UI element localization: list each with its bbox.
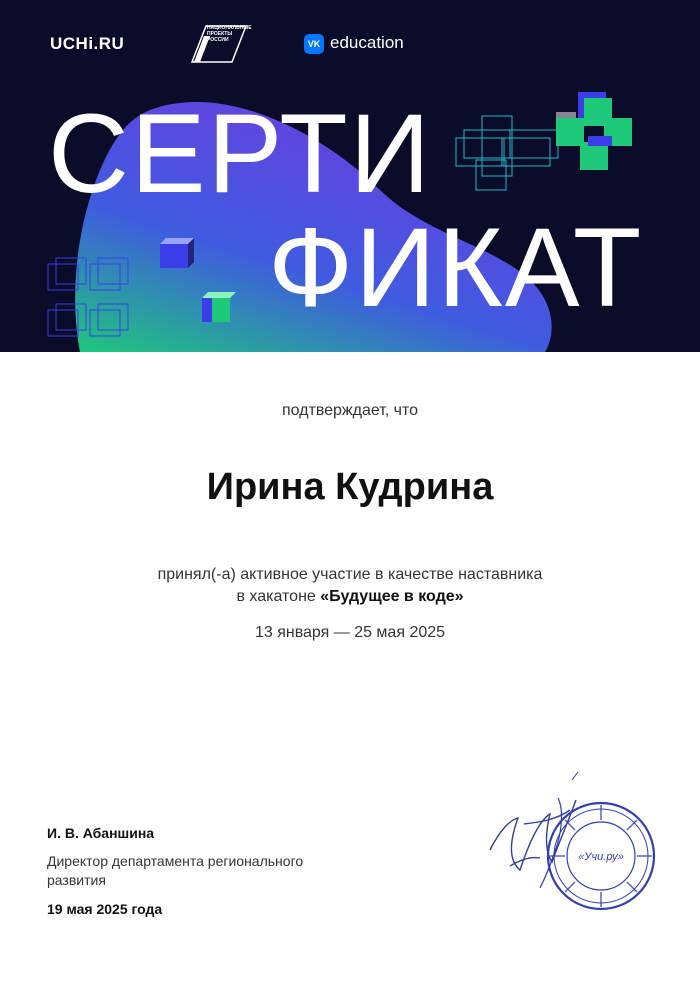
- vk-logo-icon: VK: [304, 34, 324, 54]
- signature-date: 19 мая 2025 года: [47, 901, 163, 917]
- event-name: «Будущее в коде»: [320, 588, 464, 605]
- signer-position: Директор департамента регионального развития: [47, 853, 304, 888]
- national-projects-text: НАЦИОНАЛЬНЫЕ ПРОЕКТЫ РОССИИ: [207, 25, 252, 43]
- official-stamp: [545, 800, 657, 912]
- description-line2-prefix: в хакатоне: [236, 588, 321, 605]
- recipient-name: Ирина Кудрина: [206, 466, 494, 508]
- stamp-label: «Учи.ру»: [578, 851, 624, 863]
- description-line1: принял(-а) активное участие в качестве наставника: [157, 566, 543, 583]
- solid-cubes-top: [556, 92, 632, 170]
- signer-name: И. В. Абаншина: [47, 825, 155, 841]
- event-dates: 13 января — 25 мая 2025: [254, 624, 446, 641]
- certificate-title-line2: ФИКАТ: [268, 205, 644, 330]
- uchi-ru-logo: UCHi.RU: [50, 34, 125, 53]
- confirms-text: подтверждает, что: [281, 402, 419, 419]
- solid-cube-blue: [160, 238, 194, 268]
- certificate-header: [0, 0, 700, 352]
- certificate-title-line1: СЕРТИ: [48, 91, 433, 216]
- description-line2: [0, 586, 700, 608]
- wireframe-cubes-top: [456, 116, 558, 190]
- education-logo-text: education: [330, 33, 404, 52]
- participation-description: [0, 564, 700, 608]
